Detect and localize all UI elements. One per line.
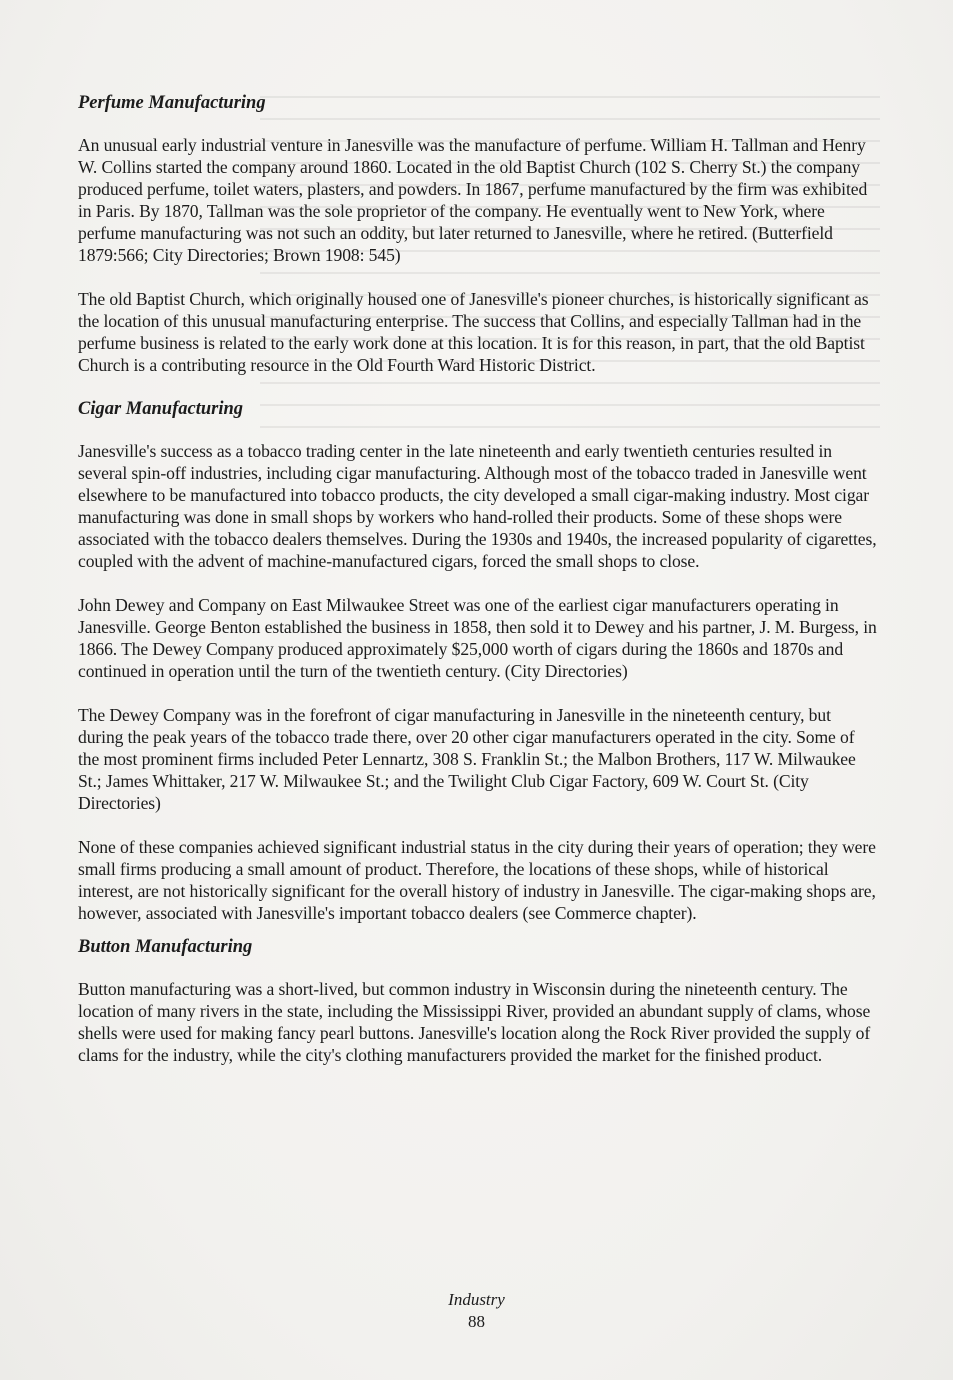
section-heading-button: Button Manufacturing [78, 937, 253, 957]
paragraph-perfume-history: An unusual early industrial venture in Janesville was the manufacture of perfume. William H. Tallman and Henry W. Collins started the company around 1860. Located in the old Baptist Church (102 S. Cherry St.) the company produced perfume, toilet waters, plasters, and powders. In 1867, perfume manufactured by the firm was exhibited in Paris. By 1870, Tallman was the sole proprietor of the company. He eventually went to New York, where perfume manufacturing was not such an oddity, but later returned to Janesville, where he retired. (Butterfield 1879:566; City Directories; Brown 1908: 545) [78, 135, 868, 265]
paragraph-cigar-dewey: John Dewey and Company on East Milwaukee Street was one of the earliest cigar manufacturers operating in Janesville. George Benton established the business in 1858, then sold it to Dewey and his partner, J. M. Burgess, in 1866. The Dewey Company produced approximately $25,000 worth of cigars during the 1860s and 1870s and continued in operation until the turn of the twentieth century. (City Directories) [78, 595, 877, 681]
section-heading-cigar: Cigar Manufacturing [78, 399, 244, 419]
paragraph-button-overview: Button manufacturing was a short-lived, but common industry in Wisconsin during the nineteenth century. The location of many rivers in the state, including the Mississippi River, provided an abundant supply of clams, whose shells were used for making fancy pearl buttons. Janesville's location along the Rock River provided the supply of clams for the industry, while the city's clothing manufacturers provided the market for the finished product. [78, 979, 871, 1065]
paragraph-perfume-significance: The old Baptist Church, which originally housed one of Janesville's pioneer churches, is historically significant as the location of this unusual manufacturing enterprise. The success that Collins, and especially Tallman had in the perfume business is related to the early work done at this location. It is for this reason, in part, that the old Baptist Church is a contributing resource in the Old Fourth Ward Historic District. [78, 289, 869, 375]
paragraph-cigar-significance: None of these companies achieved significant industrial status in the city during their years of operation; they were small firms producing a small amount of product. Therefore, the locations of these shops, while of historical interest, are not historically significant for the overall history of industry in Janesville. The cigar-making shops are, however, associated with Janesville's important tobacco dealers (see Commerce chapter). [78, 837, 876, 923]
page-footer [0, 1289, 953, 1333]
section-heading-perfume: Perfume Manufacturing [78, 93, 266, 113]
page-number: 88 [468, 1312, 485, 1331]
footer-chapter-title: Industry [448, 1290, 505, 1309]
page-body [78, 92, 878, 1088]
paragraph-cigar-overview: Janesville's success as a tobacco trading center in the late nineteenth and early twentieth centuries resulted in several spin-off industries, including cigar manufacturing. Although most of the tobacco traded in Janesville went elsewhere to be manufactured into tobacco products, the city developed a small cigar-making industry. Most cigar manufacturing was done in small shops by workers who hand-rolled their products. Some of these shops were associated with the tobacco dealers themselves. During the 1930s and 1940s, the increased popularity of cigarettes, coupled with the advent of machine-manufactured cigars, forced the small shops to close. [78, 441, 877, 571]
paragraph-cigar-firms: The Dewey Company was in the forefront of cigar manufacturing in Janesville in the nineteenth century, but during the peak years of the tobacco trade there, over 20 other cigar manufacturers operated in the city. Some of the most prominent firms included Peter Lennartz, 308 S. Franklin St.; the Malbon Brothers, 117 W. Milwaukee St.; James Whittaker, 217 W. Milwaukee St.; and the Twilight Club Cigar Factory, 609 W. Court St. (City Directories) [78, 705, 856, 813]
